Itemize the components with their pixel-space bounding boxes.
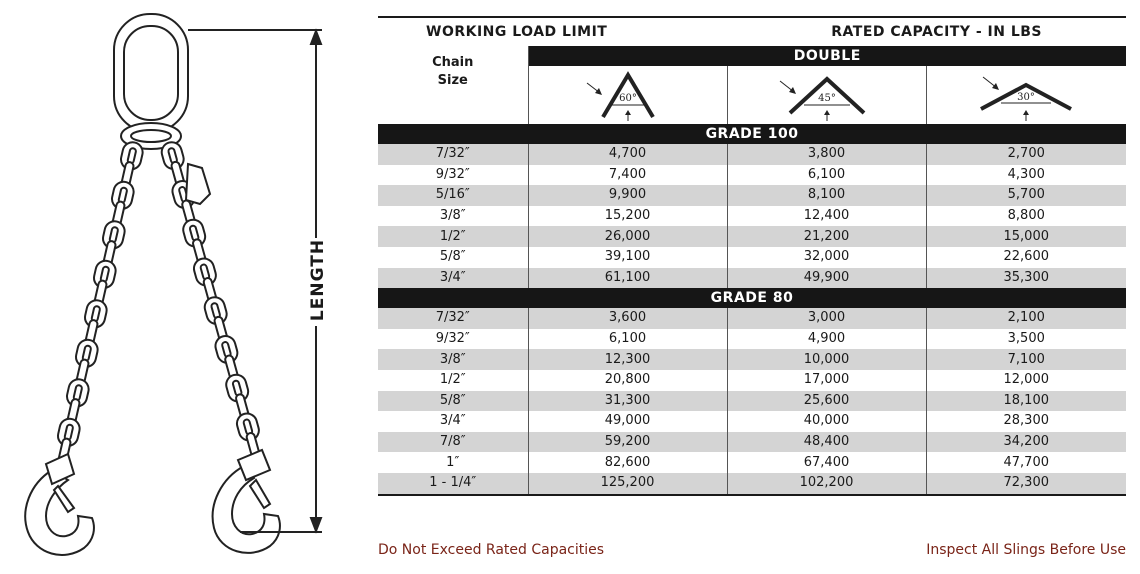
capacity-cell: 3,500	[1007, 331, 1045, 347]
capacity-cell: 8,800	[1007, 208, 1045, 224]
table-row	[378, 452, 1126, 473]
table-row	[378, 226, 1126, 247]
chain-size-cell: 1/2″	[378, 226, 528, 247]
footer-left-note: Do Not Exceed Rated Capacities	[378, 542, 605, 558]
capacity-cell: 3,800	[727, 144, 926, 165]
angle-cell-30	[926, 66, 1126, 124]
chain-size-cell: 1 - 1/4″	[378, 473, 528, 495]
table-row	[378, 308, 1126, 329]
chain-size-cell: 7/8″	[378, 432, 528, 453]
capacity-cell: 34,200	[926, 432, 1126, 453]
capacity-cell: 67,400	[727, 452, 926, 473]
capacity-cell: 18,100	[926, 391, 1126, 412]
capacity-cell: 31,300	[528, 391, 727, 412]
capacity-cell: 20,800	[528, 370, 727, 391]
capacity-cell: 3,600	[528, 308, 727, 329]
right-chain-leg	[159, 140, 261, 460]
capacity-cell: 28,300	[1003, 413, 1049, 429]
table-row	[378, 206, 1126, 227]
capacity-cell: 12,400	[727, 206, 926, 227]
table-row	[378, 165, 1126, 186]
capacity-cell: 15,200	[528, 206, 727, 227]
capacity-table	[378, 16, 1126, 496]
table-row	[378, 432, 1126, 453]
capacity-cell: 9,900	[528, 185, 727, 206]
right-hook	[213, 450, 280, 553]
table-row	[378, 473, 1126, 495]
capacity-cell: 47,700	[1003, 454, 1049, 470]
capacity-cell: 7,100	[926, 349, 1126, 370]
grade-header-row	[378, 288, 1126, 308]
capacity-cell: 59,200	[528, 432, 727, 453]
angle-45-label: 45°	[817, 93, 836, 104]
table-row	[378, 144, 1126, 165]
capacity-cell: 82,600	[528, 452, 727, 473]
capacity-cell: 32,000	[727, 247, 926, 268]
capacity-cell: 49,900	[727, 268, 926, 289]
capacity-cell: 4,900	[727, 329, 926, 350]
capacity-cell: 125,200	[528, 473, 727, 495]
chain-size-cell: 3/4″	[378, 268, 528, 289]
angle-cell-60	[528, 66, 727, 124]
left-hook	[25, 454, 94, 555]
table-row	[378, 370, 1126, 391]
grade-label: GRADE 100	[378, 124, 1126, 144]
table-title-row	[378, 17, 1126, 46]
table-row	[378, 349, 1126, 370]
chain-size-header	[378, 46, 528, 124]
angle-30-icon	[971, 67, 1081, 123]
table-row	[378, 411, 1126, 432]
chain-size-cell: 3/8″	[378, 349, 528, 370]
capacity-cell: 5,700	[926, 185, 1126, 206]
chain-size-cell: 9/32″	[378, 329, 528, 350]
angle-30-label: 30°	[1017, 92, 1036, 103]
capacity-cell: 102,200	[727, 473, 926, 495]
chain-size-label-line1: Chain	[432, 55, 474, 70]
capacity-cell: 48,400	[727, 432, 926, 453]
chain-size-label-line2: Size	[437, 73, 468, 88]
capacity-cell: 25,600	[727, 391, 926, 412]
footer-right-note: Inspect All Slings Before Use	[926, 542, 1126, 558]
capacity-cell: 39,100	[528, 247, 727, 268]
capacity-cell: 61,100	[528, 268, 727, 289]
capacity-cell: 17,000	[727, 370, 926, 391]
table-row	[378, 185, 1126, 206]
capacity-cell: 8,100	[727, 185, 926, 206]
chain-size-cell: 1″	[378, 452, 528, 473]
capacity-cell: 3,000	[727, 308, 926, 329]
grade-header-row	[378, 124, 1126, 144]
angle-45-icon	[772, 67, 882, 123]
chain-size-cell: 3/4″	[378, 411, 528, 432]
left-chain-leg	[56, 140, 145, 466]
chain-size-cell: 5/16″	[378, 185, 528, 206]
id-tag	[186, 164, 210, 204]
capacity-cell: 4,300	[1007, 166, 1045, 182]
capacity-cell: 21,200	[727, 226, 926, 247]
capacity-cell: 72,300	[926, 473, 1126, 495]
capacity-cell: 7,400	[528, 165, 727, 186]
capacity-cell: 15,000	[926, 226, 1126, 247]
length-label: LENGTH	[308, 238, 328, 322]
chain-size-cell: 3/8″	[378, 206, 528, 227]
angle-cell-45	[727, 66, 926, 124]
double-config-header: DOUBLE	[528, 46, 1126, 66]
capacity-cell: 2,700	[926, 144, 1126, 165]
capacity-cell: 22,600	[1003, 249, 1049, 265]
capacity-cell: 10,000	[727, 349, 926, 370]
capacity-cell: 26,000	[528, 226, 727, 247]
capacity-cell: 2,100	[926, 308, 1126, 329]
angle-60-icon	[583, 67, 673, 123]
working-load-limit-title: WORKING LOAD LIMIT	[378, 17, 727, 46]
chain-size-cell: 1/2″	[378, 370, 528, 391]
table-row	[378, 329, 1126, 350]
chain-size-cell: 9/32″	[378, 165, 528, 186]
chain-size-cell: 5/8″	[378, 247, 528, 268]
capacity-cell: 12,000	[1003, 372, 1049, 388]
chain-size-cell: 5/8″	[378, 391, 528, 412]
capacity-cell: 35,300	[926, 268, 1126, 289]
capacity-cell: 49,000	[528, 411, 727, 432]
chain-size-cell: 7/32″	[378, 144, 528, 165]
capacity-cell: 12,300	[528, 349, 727, 370]
capacity-cell: 6,100	[727, 165, 926, 186]
table-row	[378, 391, 1126, 412]
capacity-cell: 40,000	[727, 411, 926, 432]
config-row	[378, 46, 1126, 66]
rated-capacity-title: RATED CAPACITY - IN LBS	[727, 17, 1126, 46]
angle-60-label: 60°	[618, 93, 637, 104]
capacity-cell: 4,700	[528, 144, 727, 165]
master-link	[114, 14, 188, 132]
capacity-cell: 6,100	[528, 329, 727, 350]
table-row	[378, 268, 1126, 289]
chain-size-cell: 7/32″	[378, 308, 528, 329]
table-row	[378, 247, 1126, 268]
grade-label: GRADE 80	[378, 288, 1126, 308]
